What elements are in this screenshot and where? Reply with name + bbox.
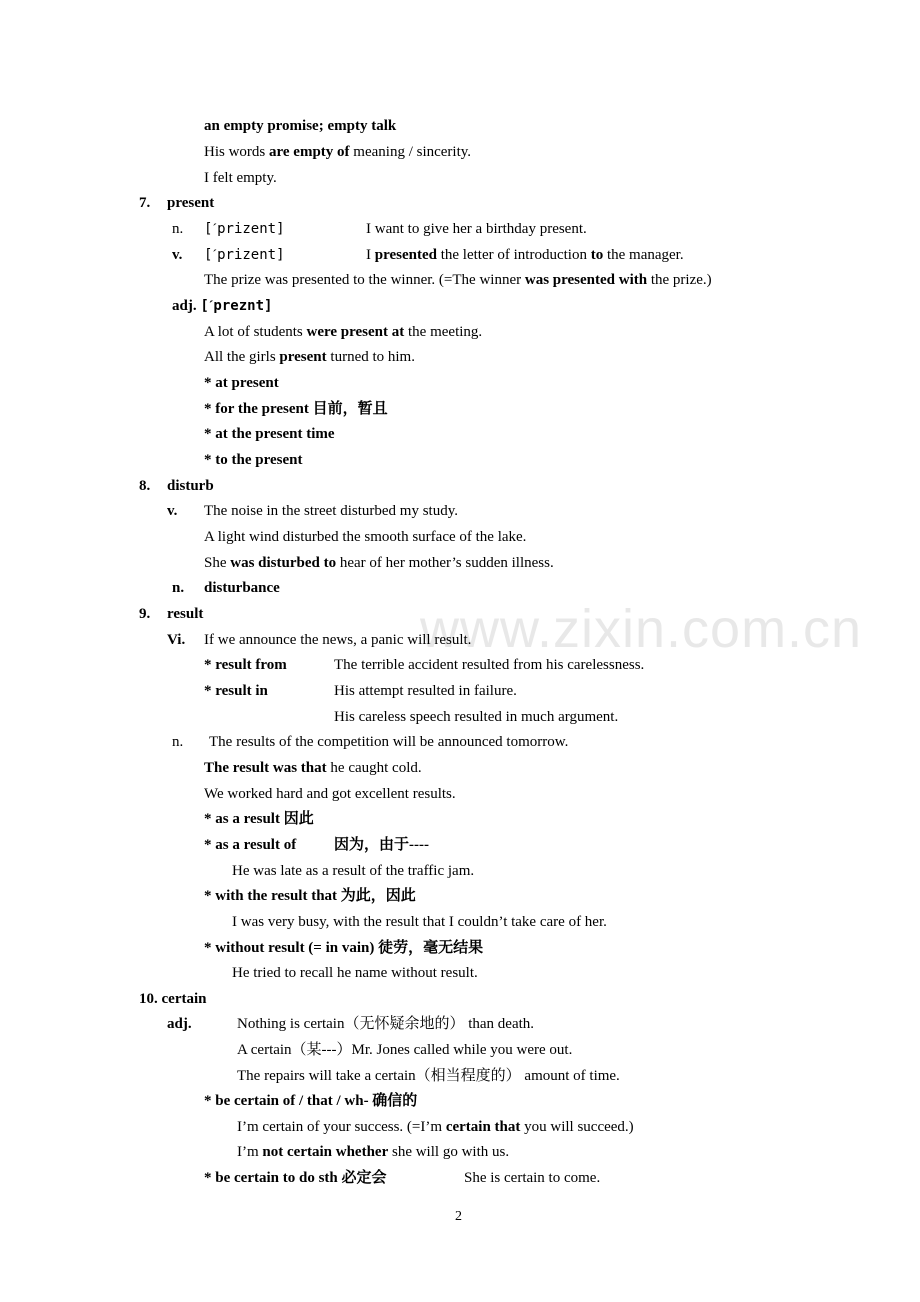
text-line bbox=[204, 116, 396, 136]
text-line bbox=[204, 835, 296, 855]
text-line bbox=[204, 347, 415, 367]
text-segment: disturbance bbox=[204, 580, 280, 596]
text-segment: the meeting. bbox=[404, 324, 483, 340]
text-segment: v. bbox=[172, 247, 183, 263]
text-segment: 7. bbox=[139, 195, 151, 211]
text-segment: present bbox=[279, 349, 327, 365]
text-line bbox=[204, 938, 483, 958]
text-line bbox=[167, 630, 185, 650]
text-line bbox=[204, 1091, 417, 1111]
text-segment: * for the present 目前，暂且 bbox=[204, 401, 388, 417]
text-line bbox=[204, 322, 482, 342]
text-segment: His words bbox=[204, 144, 270, 160]
text-segment: I was very busy, with the result that I couldn’t take care of her. bbox=[232, 914, 607, 930]
text-line bbox=[204, 553, 554, 573]
text-segment: [ˊpreznt] bbox=[200, 298, 273, 314]
text-line bbox=[204, 399, 388, 419]
text-line bbox=[366, 219, 587, 239]
text-segment: an empty promise; empty talk bbox=[204, 118, 397, 134]
text-line bbox=[232, 912, 607, 932]
text-segment: * be certain to do sth 必定会 bbox=[204, 1170, 387, 1186]
text-segment: A light wind disturbed the smooth surface of the lake. bbox=[204, 529, 527, 545]
text-segment: * result from bbox=[204, 657, 287, 673]
text-segment: * as a result 因此 bbox=[204, 811, 314, 827]
text-segment: 因为，由于---- bbox=[334, 837, 429, 853]
text-segment: She bbox=[204, 555, 231, 571]
watermark: www.zixin.com.cn bbox=[420, 599, 863, 659]
text-line bbox=[172, 732, 183, 752]
text-segment: * without result (= in vain) 徒劳，毫无结果 bbox=[204, 940, 484, 956]
text-line bbox=[167, 604, 203, 624]
text-segment: * as a result of bbox=[204, 837, 297, 853]
text-segment: certain that bbox=[445, 1119, 521, 1135]
text-line bbox=[204, 142, 471, 162]
text-segment: n. bbox=[172, 580, 185, 596]
text-segment: present bbox=[167, 195, 215, 211]
text-line bbox=[204, 1168, 387, 1188]
text-line bbox=[172, 219, 183, 239]
text-line bbox=[334, 655, 644, 675]
text-segment: His careless speech resulted in much argument. bbox=[334, 709, 619, 725]
text-segment: We worked hard and got excellent results. bbox=[204, 786, 456, 802]
text-segment: presented bbox=[374, 247, 437, 263]
text-segment: She is certain to come. bbox=[464, 1170, 601, 1186]
text-segment: If we announce the news, a panic will result. bbox=[204, 632, 472, 648]
text-line bbox=[209, 732, 568, 752]
text-line bbox=[139, 193, 150, 213]
text-segment: the manager. bbox=[603, 247, 684, 263]
text-segment: His attempt resulted in failure. bbox=[334, 683, 517, 699]
text-segment: not certain whether bbox=[262, 1144, 389, 1160]
text-line bbox=[334, 835, 429, 855]
text-segment: are empty of bbox=[269, 144, 350, 160]
text-line bbox=[204, 681, 268, 701]
text-segment: result bbox=[167, 606, 204, 622]
text-segment: * to the present bbox=[204, 452, 303, 468]
text-line bbox=[204, 270, 712, 290]
text-segment: The results of the competition will be announced tomorrow. bbox=[209, 734, 569, 750]
text-segment: v. bbox=[167, 503, 178, 519]
text-segment: n. bbox=[172, 734, 184, 750]
text-segment: I want to give her a birthday present. bbox=[366, 221, 587, 237]
text-segment: Nothing is certain（无怀疑余地的） than death. bbox=[237, 1016, 535, 1032]
text-line bbox=[232, 963, 478, 983]
text-segment: was presented with bbox=[524, 272, 648, 288]
text-segment: I’m certain of your success. (=I’m bbox=[237, 1119, 446, 1135]
text-line bbox=[204, 527, 526, 547]
text-segment: you will succeed.) bbox=[520, 1119, 634, 1135]
text-line bbox=[237, 1040, 572, 1060]
text-segment: He was late as a result of the traffic jam. bbox=[232, 863, 475, 879]
text-segment: All the girls bbox=[204, 349, 280, 365]
text-line bbox=[167, 476, 214, 496]
text-line bbox=[204, 886, 416, 906]
text-segment: adj. bbox=[172, 298, 201, 314]
text-segment: turned to him. bbox=[326, 349, 415, 365]
text-line bbox=[139, 989, 206, 1009]
text-segment: Vi. bbox=[167, 632, 186, 648]
text-segment: A lot of students bbox=[204, 324, 307, 340]
text-line bbox=[204, 219, 285, 239]
text-segment: he caught cold. bbox=[326, 760, 422, 776]
text-line bbox=[237, 1117, 634, 1137]
text-line bbox=[204, 501, 458, 521]
text-segment: [ˊprizent] bbox=[204, 221, 285, 237]
text-segment: hear of her mother’s sudden illness. bbox=[336, 555, 554, 571]
text-segment: meaning / sincerity. bbox=[349, 144, 472, 160]
text-segment: disturb bbox=[167, 478, 214, 494]
text-line bbox=[172, 245, 182, 265]
text-segment: 10. certain bbox=[139, 991, 207, 1007]
text-segment: He tried to recall he name without result. bbox=[232, 965, 478, 981]
text-segment: The prize was presented to the winner. (=The winner bbox=[204, 272, 525, 288]
text-line bbox=[167, 193, 214, 213]
text-segment: The terrible accident resulted from his carelessness. bbox=[334, 657, 645, 673]
text-segment: she will go with us. bbox=[388, 1144, 510, 1160]
text-segment: to bbox=[590, 247, 604, 263]
text-line bbox=[204, 424, 335, 444]
text-line bbox=[204, 578, 280, 598]
text-line bbox=[204, 784, 456, 804]
text-line bbox=[172, 296, 272, 316]
text-segment: A certain（某---）Mr. Jones called while you were out. bbox=[237, 1042, 573, 1058]
text-line bbox=[204, 450, 302, 470]
text-segment: the prize.) bbox=[647, 272, 712, 288]
text-line bbox=[204, 373, 279, 393]
text-segment: * be certain of / that / wh- 确信的 bbox=[204, 1093, 418, 1109]
text-segment: The result was that bbox=[204, 760, 327, 776]
text-segment: I’m bbox=[237, 1144, 263, 1160]
text-line bbox=[139, 604, 150, 624]
text-segment: 9. bbox=[139, 606, 151, 622]
text-segment: * result in bbox=[204, 683, 268, 699]
text-segment: The repairs will take a certain（相当程度的） amount of time. bbox=[237, 1068, 620, 1084]
text-segment: adj. bbox=[167, 1016, 192, 1032]
text-segment: The noise in the street disturbed my study. bbox=[204, 503, 458, 519]
page-number: 2 bbox=[455, 1209, 462, 1224]
text-line bbox=[232, 861, 474, 881]
text-line bbox=[237, 1014, 534, 1034]
text-line bbox=[167, 1014, 192, 1034]
text-segment: * at the present time bbox=[204, 426, 335, 442]
text-line bbox=[334, 681, 517, 701]
text-segment: 8. bbox=[139, 478, 151, 494]
text-segment: was disturbed to bbox=[230, 555, 337, 571]
text-line bbox=[366, 245, 684, 265]
text-segment: * at present bbox=[204, 375, 279, 391]
text-line bbox=[204, 655, 287, 675]
text-line bbox=[204, 630, 471, 650]
text-line bbox=[237, 1142, 509, 1162]
text-segment: I bbox=[366, 247, 375, 263]
text-segment: * with the result that 为此，因此 bbox=[204, 888, 416, 904]
text-line bbox=[139, 476, 150, 496]
text-line bbox=[204, 245, 285, 265]
text-line bbox=[237, 1066, 620, 1086]
text-segment: n. bbox=[172, 221, 184, 237]
text-line bbox=[167, 501, 177, 521]
text-line bbox=[204, 168, 277, 188]
text-segment: [ˊprizent] bbox=[204, 247, 285, 263]
text-segment: the letter of introduction bbox=[436, 247, 591, 263]
text-segment: were present at bbox=[306, 324, 405, 340]
text-line bbox=[204, 809, 314, 829]
text-line bbox=[334, 707, 618, 727]
text-line bbox=[464, 1168, 600, 1188]
text-line bbox=[172, 578, 184, 598]
text-line bbox=[204, 758, 422, 778]
text-segment: I felt empty. bbox=[204, 170, 277, 186]
